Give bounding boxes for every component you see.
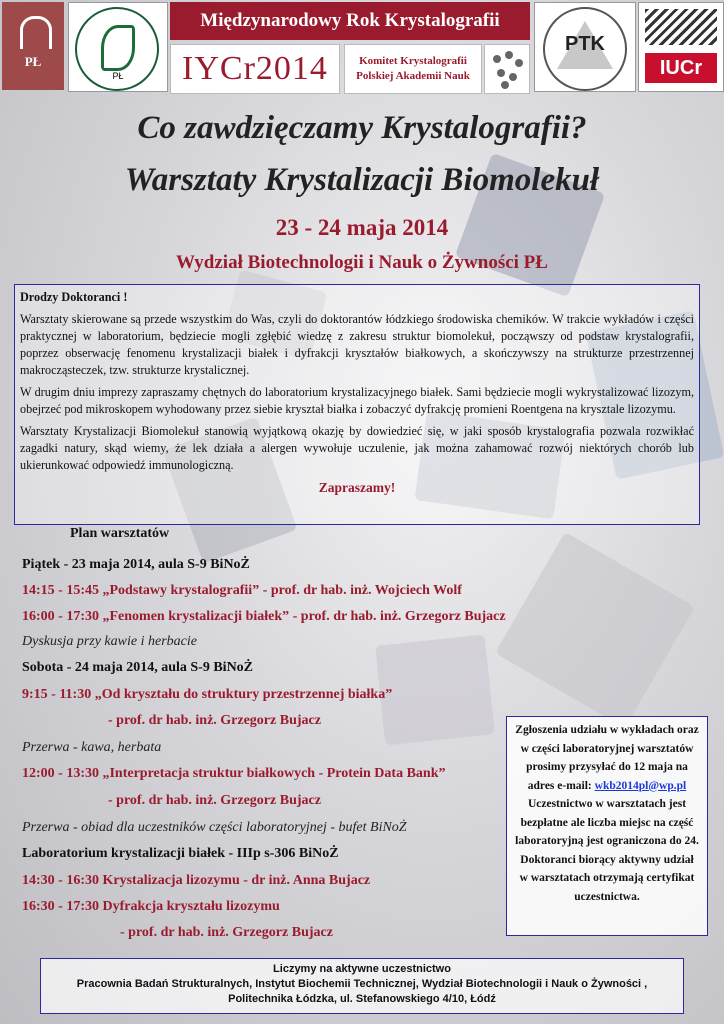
iucr-logo-text: IUCr bbox=[645, 53, 717, 83]
iycr-logo: IYCr2014 bbox=[170, 44, 340, 94]
greeting: Drodzy Doktoranci ! bbox=[20, 290, 128, 304]
registration-line: laboratoryjną jest ograniczona do 24. bbox=[515, 835, 699, 847]
invite-text: Zapraszamy! bbox=[318, 480, 396, 495]
intro-paragraph-1: Warsztaty skierowane są przede wszystkim do Was, czyli do doktorantów łódzkiego środowiska chemików. W trakcie wykładów i części praktycznej w laboratorium, będziecie mogli zgłębić wiedzę z zakresu struktur biomolekuł, począwszy od podstaw krystalografii, poprzez obserwację fenomenu krystalizacji białek i dyfrakcji kryształów białkowych, a skończywszy na strukturze przestrzennej makrocząsteczek, tzw. strukturze krystalicznej. bbox=[20, 312, 694, 377]
email-link[interactable]: wkb2014pl@wp.pl bbox=[594, 779, 687, 792]
footer-line-2: Pracownia Badań Strukturalnych, Instytut Biochemii Technicznej, Wydział Biotechnologii i Nauk o Żywności , bbox=[76, 978, 648, 990]
talk-4: 12:00 - 13:30 „Interpretacja struktur białkowych - Protein Data Bank” bbox=[22, 766, 446, 781]
registration-email-line bbox=[511, 777, 703, 796]
committee-badge bbox=[344, 44, 482, 94]
ptk-logo-text: PTK bbox=[565, 33, 605, 55]
pl-logo-text: PŁ bbox=[24, 54, 42, 69]
committee-line2: Polskiej Akademii Nauk bbox=[356, 70, 470, 82]
iucr-stripes bbox=[645, 9, 717, 45]
talk-2: 16:00 - 17:30 „Fenomen krystalizacji białek” - prof. dr hab. inż. Grzegorz Bujacz bbox=[22, 609, 506, 624]
registration-line: w części laboratoryjnej warsztatów bbox=[520, 742, 694, 755]
registration-line: prosimy przysyłać do 12 maja na bbox=[526, 761, 688, 773]
year-title: Międzynarodowy Rok Krystalografii bbox=[170, 2, 530, 40]
talk-3-speaker: - prof. dr hab. inż. Grzegorz Bujacz bbox=[108, 713, 321, 728]
talk-6-speaker: - prof. dr hab. inż. Grzegorz Bujacz bbox=[120, 925, 333, 940]
talk-5: 14:30 - 16:30 Krystalizacja lizozymu - dr inż. Anna Bujacz bbox=[22, 873, 371, 888]
intro-paragraph-2: W drugim dniu imprezy zapraszamy chętnych do laboratorium krystalizacyjnego białek. Sami będziecie mogli wykrystalizować lizozym, obejrzeć pod mikroskopem wyhodowany przez siebie kryształ białka i zobaczyć dyfrakcję promieni Roentgena na krysztale lizozymu. bbox=[20, 385, 694, 416]
registration-line: Zgłoszenia udziału w wykładach oraz bbox=[515, 724, 699, 736]
faculty-leaf-icon bbox=[68, 2, 168, 92]
event-date: 23 - 24 maja 2014 bbox=[275, 215, 449, 240]
note-discussion: Dyskusja przy kawie i herbacie bbox=[22, 634, 197, 649]
footer-line-1: Liczymy na aktywne uczestnictwo bbox=[273, 963, 451, 975]
email-prefix: adres e-mail: bbox=[527, 779, 595, 792]
intro-box bbox=[14, 284, 700, 525]
background-crystal bbox=[375, 635, 495, 746]
headline-question: Co zawdzięczamy Krystalografii? bbox=[137, 110, 587, 146]
ptk-crystal-icon bbox=[534, 2, 636, 92]
footer-line-3: Politechnika Łódzka, ul. Stefanowskiego 4/10, Łódź bbox=[228, 993, 496, 1005]
talk-6: 16:30 - 17:30 Dyfrakcja kryształu lizozymu bbox=[22, 899, 280, 914]
day1-heading: Piątek - 23 maja 2014, aula S-9 BiNoŻ bbox=[22, 557, 250, 572]
intro-paragraph-3: Warsztaty Krystalizacji Biomolekuł stanowią wyjątkową okazję by dowiedzieć się, w jaki sposób krystalografia pozwala rozwikłać zagadki natury, skąd wiemy, że lek działa a alergen wywołuje uczulenie, jak można zahamować rozwój niektórych chorób lub ukierunkować odpowiedź immunologiczną. bbox=[20, 424, 694, 472]
leaf-icon bbox=[101, 25, 135, 71]
pl-icon bbox=[2, 2, 64, 90]
headline-workshop: Warsztaty Krystalizacji Biomolekuł bbox=[124, 162, 600, 198]
talk-3: 9:15 - 11:30 „Od kryształu do struktury przestrzennej białka” bbox=[22, 687, 393, 702]
schedule-title: Plan warsztatów bbox=[70, 526, 170, 541]
registration-line: uczestnictwa. bbox=[574, 890, 640, 903]
background-crystal bbox=[495, 532, 695, 728]
registration-line: w warsztatach otrzymają certyfikat bbox=[519, 872, 695, 884]
day2-heading: Sobota - 24 maja 2014, aula S-9 BiNoŻ bbox=[22, 660, 254, 675]
note-lunch-break: Przerwa - obiad dla uczestników części laboratoryjnej - bufet BiNoŻ bbox=[22, 820, 407, 835]
registration-box bbox=[506, 716, 708, 936]
registration-line: bezpłatne ale liczba miejsc na część bbox=[520, 816, 694, 829]
pl-emblem-icon bbox=[20, 16, 52, 49]
faculty-logo-text: PŁ bbox=[112, 71, 124, 81]
registration-line: Uczestnictwo w warsztatach jest bbox=[527, 798, 687, 810]
note-coffee-break: Przerwa - kawa, herbata bbox=[22, 740, 162, 755]
footer-box bbox=[40, 958, 684, 1014]
committee-line1: Komitet Krystalografii bbox=[359, 55, 467, 67]
talk-4-speaker: - prof. dr hab. inż. Grzegorz Bujacz bbox=[108, 793, 321, 808]
pan-molecule-icon bbox=[484, 44, 530, 94]
registration-line: Doktoranci biorący aktywny udział bbox=[520, 853, 694, 866]
talk-1: 14:15 - 15:45 „Podstawy krystalografii” - prof. dr hab. inż. Wojciech Wolf bbox=[22, 583, 462, 598]
iucr-stripes-icon bbox=[638, 2, 724, 92]
lab-heading: Laboratorium krystalizacji białek - IIIp s-306 BiNoŻ bbox=[22, 846, 339, 861]
faculty-name: Wydział Biotechnologii i Nauk o Żywności PŁ bbox=[176, 252, 548, 273]
